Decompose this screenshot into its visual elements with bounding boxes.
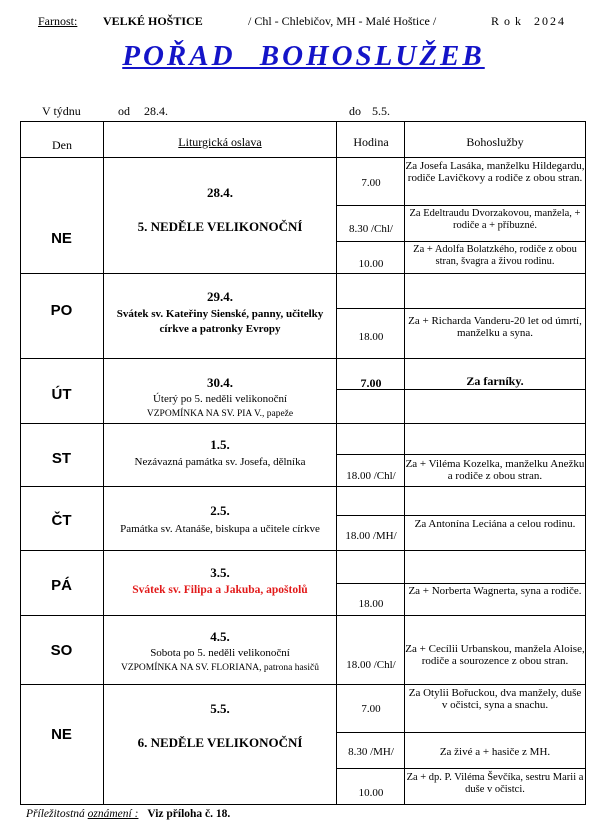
service-intention: Za Antonína Leciána a celou rodinu. — [414, 518, 576, 530]
celebration-name: 5. NEDĚLE VELIKONOČNÍ — [137, 219, 303, 234]
service-hour: 18.00 /MH/ — [345, 530, 397, 542]
year-value: 2024 — [534, 14, 566, 28]
celebration-date: 4.5. — [210, 629, 230, 644]
celebration-name: 6. NEDĚLE VELIKONOČNÍ — [137, 735, 303, 750]
service-intention: Za Josefa Lasáka, manželku Hildegardu, rodiče Lavičkovy a rodiče z obou stran. — [405, 160, 585, 184]
service-intention: Za + Viléma Kozelka, manželku Anežku a rodiče z obou stran. — [405, 458, 585, 482]
service-hour: 7.00 — [360, 376, 382, 390]
week-to-label: do — [349, 104, 361, 118]
day-label: ČT — [51, 512, 72, 529]
celebration-date: 2.5. — [210, 503, 230, 518]
week-from-label: od — [118, 104, 130, 118]
footer-note: Příležitostná oznámení : Viz příloha č. 18. — [26, 808, 231, 820]
parish-name: VELKÉ HOŠTICE — [103, 14, 203, 28]
celebration-name: Nezávazná památka sv. Josefa, dělníka — [134, 456, 306, 468]
year-label: R o k — [491, 14, 523, 28]
day-label: PO — [50, 302, 73, 319]
celebration-date: 3.5. — [210, 565, 230, 580]
service-intention: Za + Richarda Vanderu-20 let od úmrtí, manželku a syna. — [408, 315, 582, 339]
celebration-note: VZPOMÍNKA NA SV. FLORIANA, patrona hasičů — [120, 663, 319, 673]
day-label: NE — [51, 726, 72, 743]
parish-label: Farnost: — [38, 14, 78, 28]
service-intention: Za farníky. — [466, 374, 524, 388]
column-header-services: Bohoslužby — [466, 135, 524, 149]
celebration-date: 5.5. — [210, 701, 230, 716]
week-from: 28.4. — [144, 104, 168, 118]
service-hour: 10.00 — [358, 787, 384, 799]
celebration-name: Úterý po 5. neděli velikonoční — [152, 393, 288, 405]
service-intention: Za živé a + hasiče z MH. — [439, 746, 551, 758]
service-hour: 18.00 /Chl/ — [346, 470, 396, 482]
service-hour: 8.30 /MH/ — [348, 746, 394, 758]
service-hour: 8.30 /Chl/ — [348, 223, 393, 235]
service-intention: Za + dp. P. Viléma Ševčíka, sestru Marii a duše v očistci. — [406, 772, 584, 795]
celebration-note: VZPOMÍNKA NA SV. PIA V., papeže — [146, 409, 294, 419]
celebration-date: 1.5. — [210, 437, 230, 452]
week-label: V týdnu — [42, 104, 81, 118]
service-hour: 10.00 — [358, 258, 384, 270]
service-intention: Za + Norberta Wagnerta, syna a rodiče. — [408, 585, 582, 597]
service-hour: 18.00 — [358, 331, 384, 343]
day-label: ST — [51, 450, 72, 467]
column-header-day: Den — [52, 138, 72, 152]
celebration-name: Sobota po 5. neděli velikonoční — [150, 647, 290, 659]
service-intention: Za + Cecílii Urbanskou, manžela Aloise, rodiče a sourozence z obou stran. — [405, 643, 585, 667]
page-title: POŘAD BOHOSLUŽEB — [122, 40, 485, 72]
column-header-hour: Hodina — [353, 135, 389, 149]
day-label: SO — [50, 642, 73, 659]
celebration-name: Památka sv. Atanáše, biskupa a učitele církve — [120, 523, 320, 535]
day-label: PÁ — [51, 577, 72, 594]
service-intention: Za + Adolfa Bolatzkého, rodiče z obou stran, švagra a živou rodinu. — [413, 244, 577, 267]
day-label: ÚT — [51, 386, 72, 403]
celebration-name: Svátek sv. Filipa a Jakuba, apoštolů — [132, 584, 308, 596]
service-intention: Za Otylii Bořuckou, dva manžely, duše v očistci, syna a snachu. — [408, 687, 582, 711]
day-label: NE — [51, 230, 72, 247]
service-hour: 7.00 — [361, 177, 381, 189]
celebration-name: Svátek sv. Kateřiny Sienské, panny, učitelky církve a patronky Evropy — [116, 308, 324, 335]
celebration-date: 28.4. — [207, 185, 233, 200]
celebration-date: 29.4. — [207, 289, 233, 304]
service-hour: 18.00 — [358, 598, 384, 610]
parish-parts: / Chl - Chlebičov, MH - Malé Hoštice / — [248, 14, 437, 28]
week-to: 5.5. — [372, 104, 390, 118]
service-hour: 18.00 /Chl/ — [346, 659, 396, 671]
service-intention: Za Edeltraudu Dvorzakovou, manžela, + rodiče a + příbuzné. — [409, 208, 581, 231]
service-hour: 7.00 — [361, 703, 381, 715]
celebration-date: 30.4. — [207, 375, 233, 390]
column-header-celebration: Liturgická oslava — [178, 135, 262, 149]
